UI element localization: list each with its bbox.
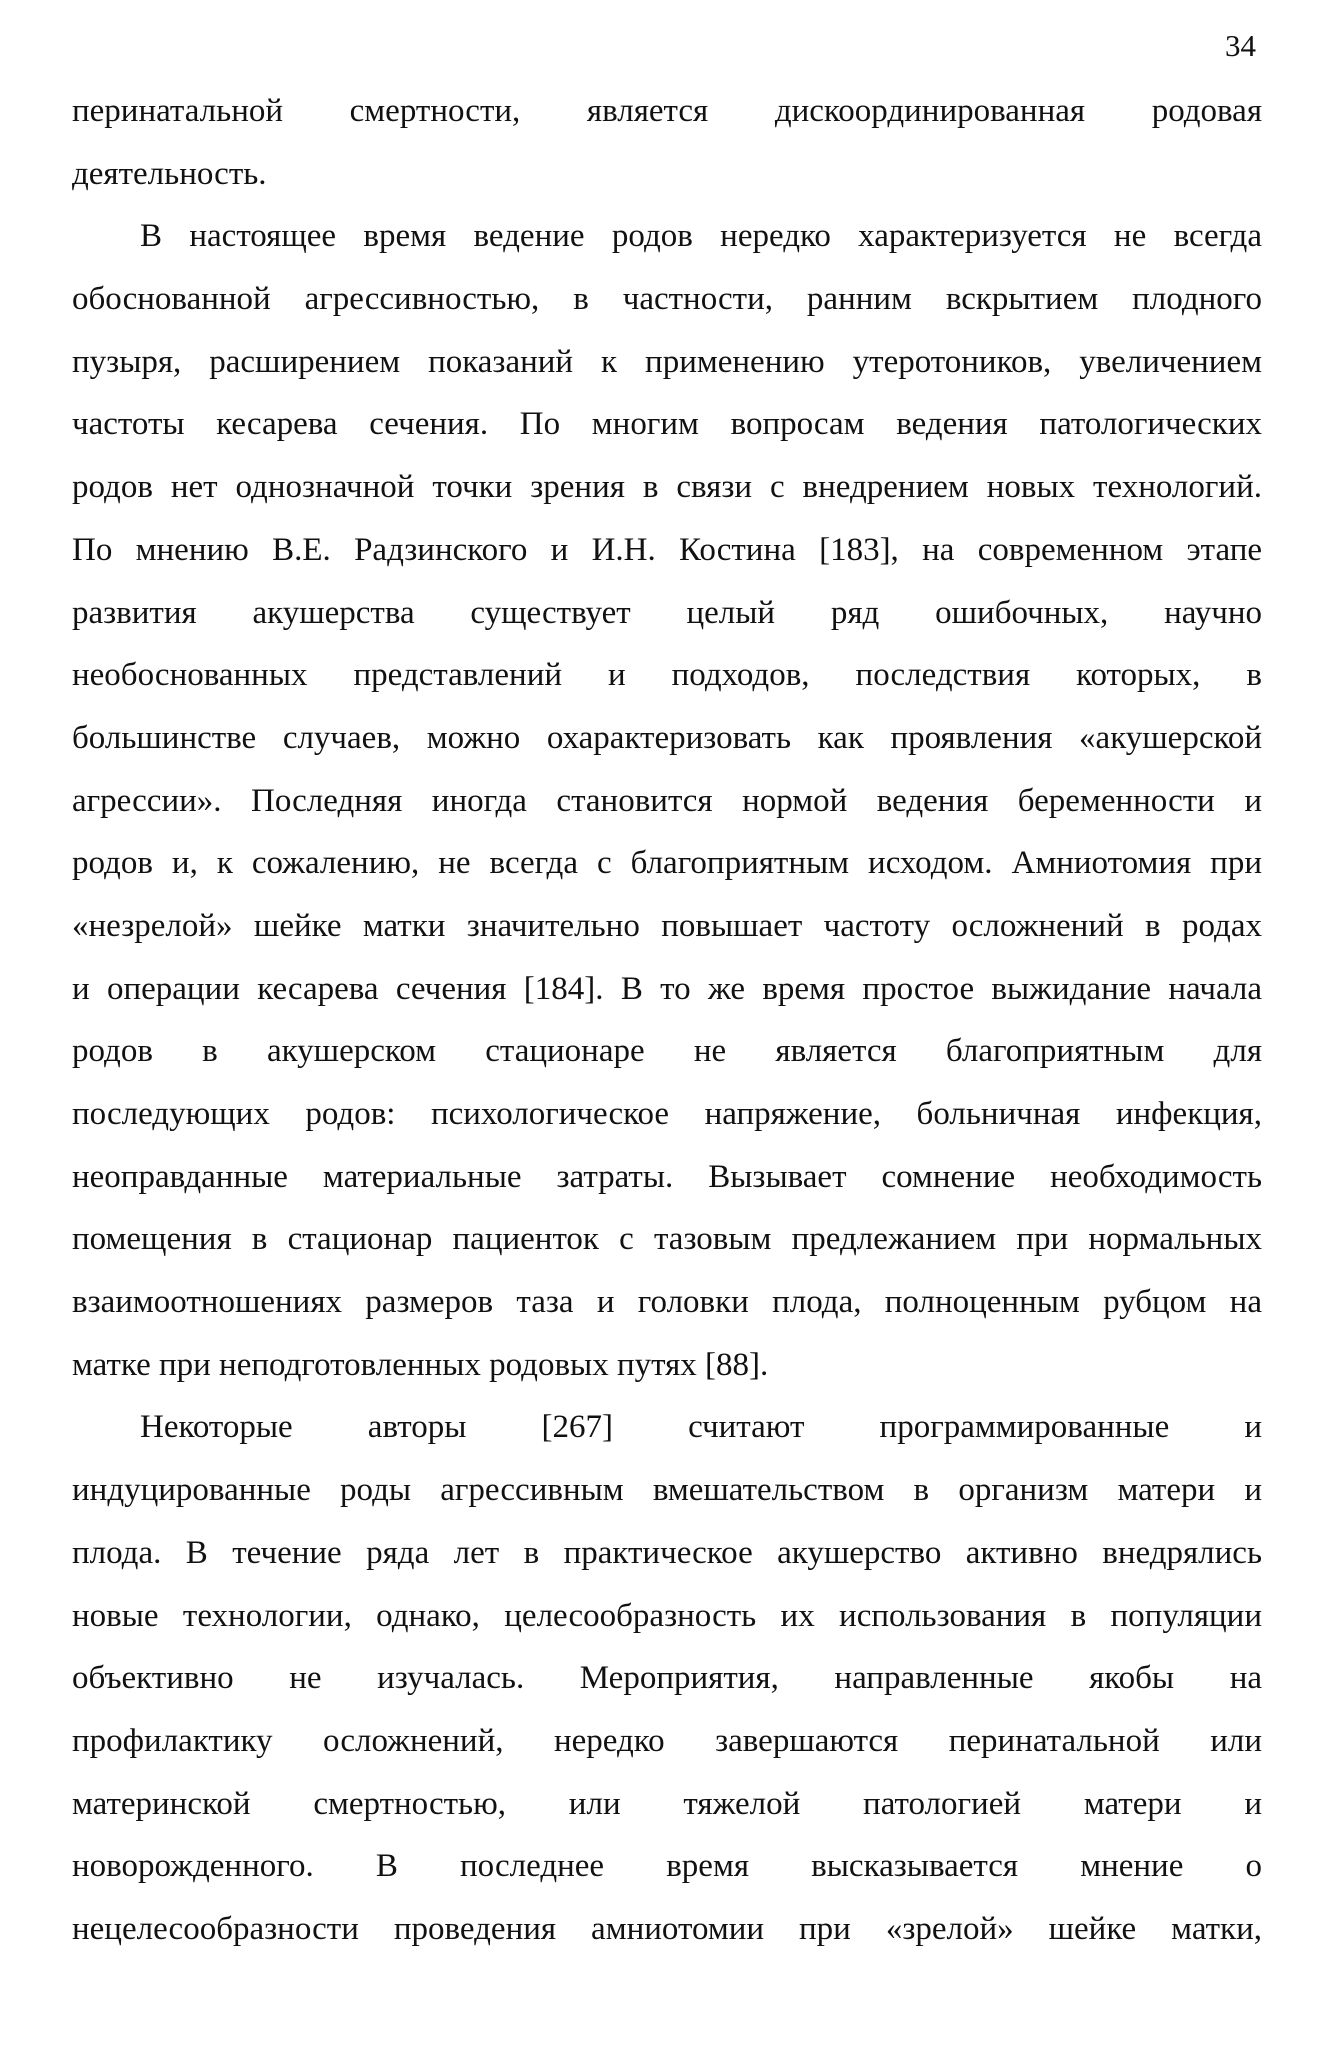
text-line: перинатальной смертности, является дискоординированная родовая (72, 93, 1262, 129)
text-line: плода. В течение ряда лет в практическое акушерство активно внедрялись (72, 1534, 1262, 1571)
text-line: последующих родов: психологическое напряжение, больничная инфекция, (72, 1096, 1262, 1132)
text-line: деятельность. (72, 155, 267, 192)
text-line: агрессии». Последняя иногда становится нормой ведения беременности и (72, 782, 1262, 819)
paragraph-1 (72, 80, 1262, 205)
text-line: индуцированные роды агрессивным вмешательством в организм матери и (72, 1472, 1262, 1509)
text-line: материнской смертностью, или тяжелой патологией матери и (72, 1785, 1262, 1822)
paragraph-3 (72, 1396, 1262, 1960)
text-line: В настоящее время ведение родов нередко характеризуется не всегда (140, 218, 1262, 255)
text-line: родов нет однозначной точки зрения в связи с внедрением новых технологий. (72, 469, 1262, 506)
text-line: большинстве случаев, можно охарактеризовать как проявления «акушерской (72, 719, 1262, 756)
text-line: По мнению В.Е. Радзинского и И.Н. Костина [183], на современном этапе (72, 531, 1262, 568)
text-line: пузыря, расширением показаний к применению утеротоников, увеличением (72, 343, 1262, 380)
text-line: профилактику осложнений, нередко завершаются перинатальной или (72, 1722, 1262, 1759)
text-line: необоснованных представлений и подходов, последствия которых, в (72, 657, 1262, 694)
text-line: объективно не изучалась. Мероприятия, направленные якобы на (72, 1660, 1262, 1697)
text-line: родов и, к сожалению, не всегда с благоприятным исходом. Амниотомия при (72, 845, 1262, 882)
body-text (72, 80, 1262, 1961)
text-line: помещения в стационар пациенток с тазовым предлежанием при нормальных (72, 1221, 1262, 1258)
text-line: матке при неподготовленных родовых путях [88]. (72, 1346, 769, 1383)
text-line: обоснованной агрессивностью, в частности, ранним вскрытием плодного (72, 281, 1262, 318)
text-line: развития акушерства существует целый ряд ошибочных, научно (72, 594, 1262, 631)
text-line: Некоторые авторы [267] считают программированные и (140, 1409, 1262, 1446)
text-line: неоправданные материальные затраты. Вызывает сомнение необходимость (72, 1158, 1262, 1195)
text-line: частоты кесарева сечения. По многим вопросам ведения патологических (72, 406, 1262, 443)
text-line: и операции кесарева сечения [184]. В то же время простое выжидание начала (72, 970, 1262, 1007)
text-line: взаимоотношениях размеров таза и головки плода, полноценным рубцом на (72, 1284, 1262, 1321)
text-line: «незрелой» шейке матки значительно повышает частоту осложнений в родах (72, 907, 1262, 944)
text-line: новые технологии, однако, целесообразность их использования в популяции (72, 1597, 1262, 1634)
text-line: нецелесообразности проведения амниотомии при «зрелой» шейке матки, (72, 1910, 1262, 1947)
text-line: новорожденного. В последнее время высказывается мнение о (72, 1848, 1262, 1885)
page-number: 34 (1225, 28, 1256, 63)
paragraph-2 (72, 205, 1262, 1396)
text-line: родов в акушерском стационаре не является благоприятным для (72, 1033, 1262, 1070)
